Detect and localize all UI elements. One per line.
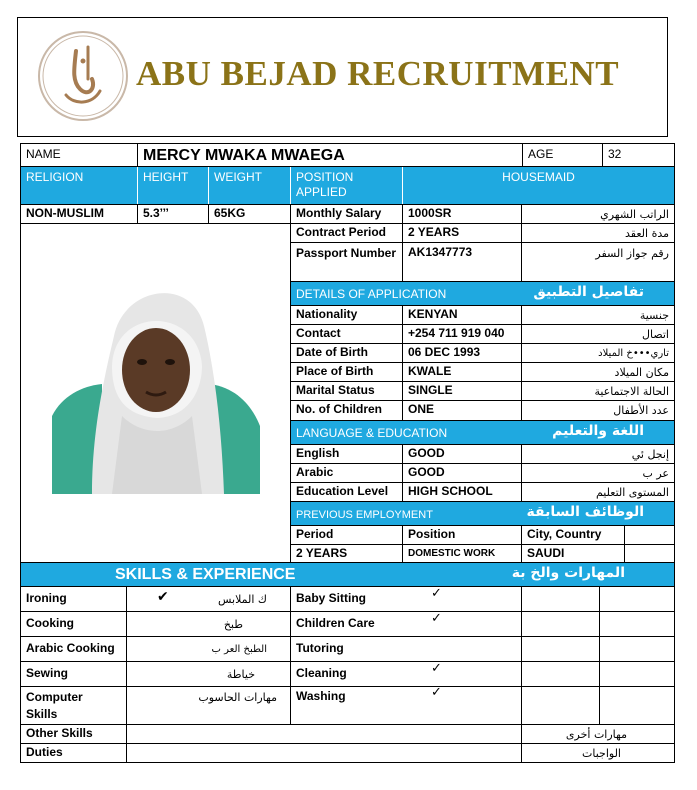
passport-ar: رقم جواز السفر [595,247,669,260]
nationality-label: Nationality [296,307,358,321]
contract-ar: مدة العقد [625,227,669,240]
marital-label: Marital Status [296,383,375,397]
salary-ar: الراتب الشهري [600,208,669,221]
salary-value: 1000SR [408,206,452,220]
skill-baby-sitting: Baby Sitting [296,591,367,605]
religion-value: NON-MUSLIM [26,206,104,220]
duties-label: Duties [26,745,63,759]
dob-value: 06 DEC 1993 [408,345,481,359]
contact-ar: اتصال [641,328,669,341]
passport-label: Passport Number [296,246,397,260]
english-value: GOOD [408,446,445,460]
skills-title-ar: المهارات والخ بة [511,565,625,581]
arabic-label: Arabic [296,465,334,479]
employment-location: SAUDI [527,546,565,560]
contact-label: Contact [296,326,341,340]
dob-ar: تاري•••خ الميلاد [598,348,669,359]
skill-cooking: Cooking [26,616,74,630]
children-value: ONE [408,402,435,416]
arabic-ar: عر ب [642,467,669,480]
skill-children-care: Children Care [296,616,375,630]
employment-period: 2 YEARS [296,546,348,560]
height-header: HEIGHT [138,167,208,204]
weight-header: WEIGHT [209,167,290,204]
details-title-ar: تفاصيل التطبيق [521,282,674,305]
skill-tutoring: Tutoring [296,641,344,655]
check-icon: ✓ [431,611,442,626]
skill-sewing: Sewing [26,666,69,680]
skill-ironing-ar: ك الملابس [218,593,267,606]
check-icon: ✓ [431,685,442,700]
religion-header: RELIGION [21,167,137,204]
check-icon: ✓ [431,661,442,676]
skills-title: SKILLS & EXPERIENCE [115,566,296,583]
nationality-ar: جنسية [639,309,669,322]
skill-washing: Washing [296,689,346,703]
applicant-name: MERCY MWAKA MWAEGA [143,147,345,164]
age-label: AGE [528,147,554,161]
pob-value: KWALE [408,364,452,378]
contact-value: +254 711 919 040 [408,326,505,340]
applicant-photo [52,266,260,494]
weight-value: 65KG [214,206,246,220]
skill-computer: Computer Skills [26,690,83,721]
arabic-value: GOOD [408,465,445,479]
education-value: HIGH SCHOOL [408,484,493,498]
employment-header-period: Period [296,527,334,541]
other-skills-ar: مهارات أخرى [565,728,627,741]
name-label: NAME [26,147,61,161]
english-label: English [296,446,340,460]
skill-sewing-ar: خياطة [226,668,255,681]
employment-header-position: Position [408,527,456,541]
position-header: POSITION APPLIED [291,167,402,204]
employment-header-location: City, Country [527,527,602,541]
details-title: DETAILS OF APPLICATION [291,282,521,305]
position-value: HOUSEMAID [403,167,674,204]
check-icon: ✓ [431,586,442,601]
pob-label: Place of Birth [296,364,374,378]
company-title: ABU BEJAD RECRUITMENT [136,54,620,93]
skill-cooking-ar: طبخ [223,618,243,631]
english-ar: إنجل ئي [631,448,669,461]
employment-position: DOMESTIC WORK [408,548,496,559]
check-icon: ✔ [157,589,169,605]
language-title: LANGUAGE & EDUCATION [291,421,521,444]
salary-label: Monthly Salary [296,206,382,220]
duties-ar: الواجبات [582,747,621,760]
marital-ar: الحالة الاجتماعية [594,385,669,398]
children-ar: عدد الأطفال [613,404,669,417]
abu-bejad-logo [36,29,130,123]
height-value: 5.3’’’ [143,206,169,220]
other-skills-label: Other Skills [26,726,93,740]
language-title-ar: اللغة والتعليم [521,421,674,444]
skill-arabic-cooking-ar: الطبخ العر ب [211,644,267,655]
contract-label: Contract Period [296,225,387,239]
skill-computer-ar: مهارات الحاسوب [198,691,277,704]
age-value: 32 [608,147,622,161]
employment-title-ar: الوظائف السابقة [521,502,674,525]
education-label: Education Level [296,484,389,498]
header-box [17,17,668,137]
pob-ar: مكان الميلاد [614,366,669,379]
skill-ironing: Ironing [26,591,67,605]
education-ar: المستوى التعليم [595,486,669,499]
skill-arabic-cooking: Arabic Cooking [26,641,115,655]
nationality-value: KENYAN [408,307,458,321]
skill-cleaning: Cleaning [296,666,347,680]
children-label: No. of Children [296,402,382,416]
dob-label: Date of Birth [296,345,368,359]
employment-title: PREVIOUS EMPLOYMENT [291,502,521,525]
contract-value: 2 YEARS [408,225,460,239]
marital-value: SINGLE [408,383,453,397]
passport-value: AK1347773 [408,245,473,259]
